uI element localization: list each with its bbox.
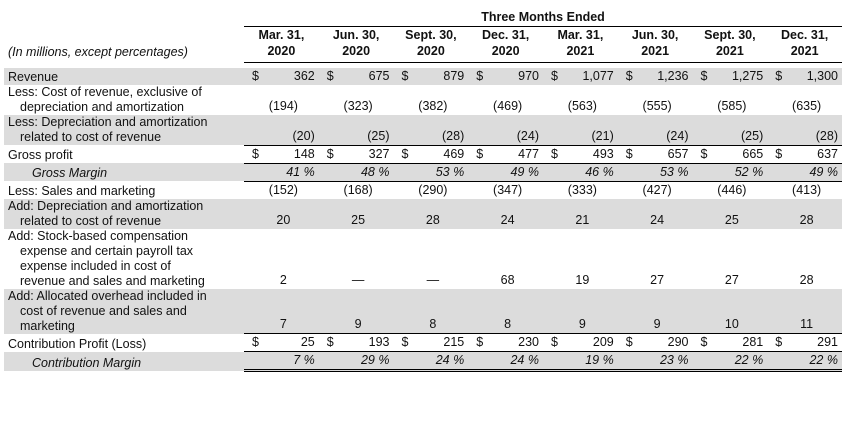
row-label: Less: Cost of revenue, exclusive of depreciation and amortization	[8, 85, 202, 114]
table-row: Add: Allocated overhead included in cost of revenue and sales and marketing 7 9 8 8 9 9 10 11	[4, 289, 842, 334]
row-label: Less: Depreciation and amortization related to cost of revenue	[4, 115, 244, 145]
column-header: Dec. 31, 2020	[468, 27, 543, 63]
row-label: Revenue	[4, 68, 244, 85]
column-header: Sept. 30, 2021	[693, 27, 768, 63]
column-header: Dec. 31, 2021	[767, 27, 842, 63]
units-label: (In millions, except percentages)	[8, 44, 188, 59]
row-label: Contribution Profit (Loss)	[8, 336, 147, 351]
super-header: Three Months Ended	[244, 10, 842, 27]
table-row: Contribution Profit (Loss) $ 25 $ 193 $ 215 $ 230 $ 209 $ 290 $ 281 $ 291	[4, 334, 842, 352]
table-row: Add: Stock-based compensation expense and certain payroll tax expense included in cost of revenue and sales and marketing 2 — — 68 19 27 27 28	[4, 229, 842, 289]
table-row: Revenue $ 362 $ 675 $ 879 $ 970 $ 1,077 $ 1,236 $ 1,275 $ 1,300	[4, 68, 842, 85]
row-label: Gross profit	[8, 148, 73, 162]
row-label: Contribution Margin	[4, 352, 244, 371]
column-header: Jun. 30, 2021	[618, 27, 693, 63]
table-row: Less: Depreciation and amortization related to cost of revenue (20) (25) (28) (24) (21) (24) (25) (28)	[4, 115, 842, 145]
table-row: Less: Cost of revenue, exclusive of depreciation and amortization (194) (323) (382) (469) (563) (555) (585) (635)	[4, 85, 842, 115]
column-header: Sept. 30, 2020	[394, 27, 469, 63]
row-label: Add: Depreciation and amortization related to cost of revenue	[4, 199, 244, 229]
table-row: Gross Margin 41 % 48 % 53 % 49 % 46 % 53 % 52 % 49 %	[4, 163, 842, 181]
column-header: Mar. 31, 2021	[543, 27, 618, 63]
row-label: Add: Stock-based compensation expense and certain payroll tax expense included in cost of revenue and sales and marketing	[8, 228, 205, 288]
row-label: Gross Margin	[4, 163, 244, 181]
super-header-row	[4, 10, 842, 27]
table-row: Add: Depreciation and amortization related to cost of revenue 20 25 28 24 21 24 25 28	[4, 199, 842, 229]
column-header-row	[4, 27, 842, 63]
row-label: Add: Allocated overhead included in cost of revenue and sales and marketing	[4, 289, 244, 334]
row-label: Less: Sales and marketing	[8, 183, 156, 198]
column-header: Jun. 30, 2020	[319, 27, 394, 63]
table-row: Less: Sales and marketing (152) (168) (290) (347) (333) (427) (446) (413)	[4, 181, 842, 199]
table-row: Contribution Margin 7 % 29 % 24 % 24 % 19 % 23 % 22 % 22 %	[4, 352, 842, 371]
table-row: Gross profit $ 148 $ 327 $ 469 $ 477 $ 493 $ 657 $ 665 $ 637	[4, 145, 842, 163]
contribution-profit-table	[4, 10, 842, 372]
column-header: Mar. 31, 2020	[244, 27, 319, 63]
